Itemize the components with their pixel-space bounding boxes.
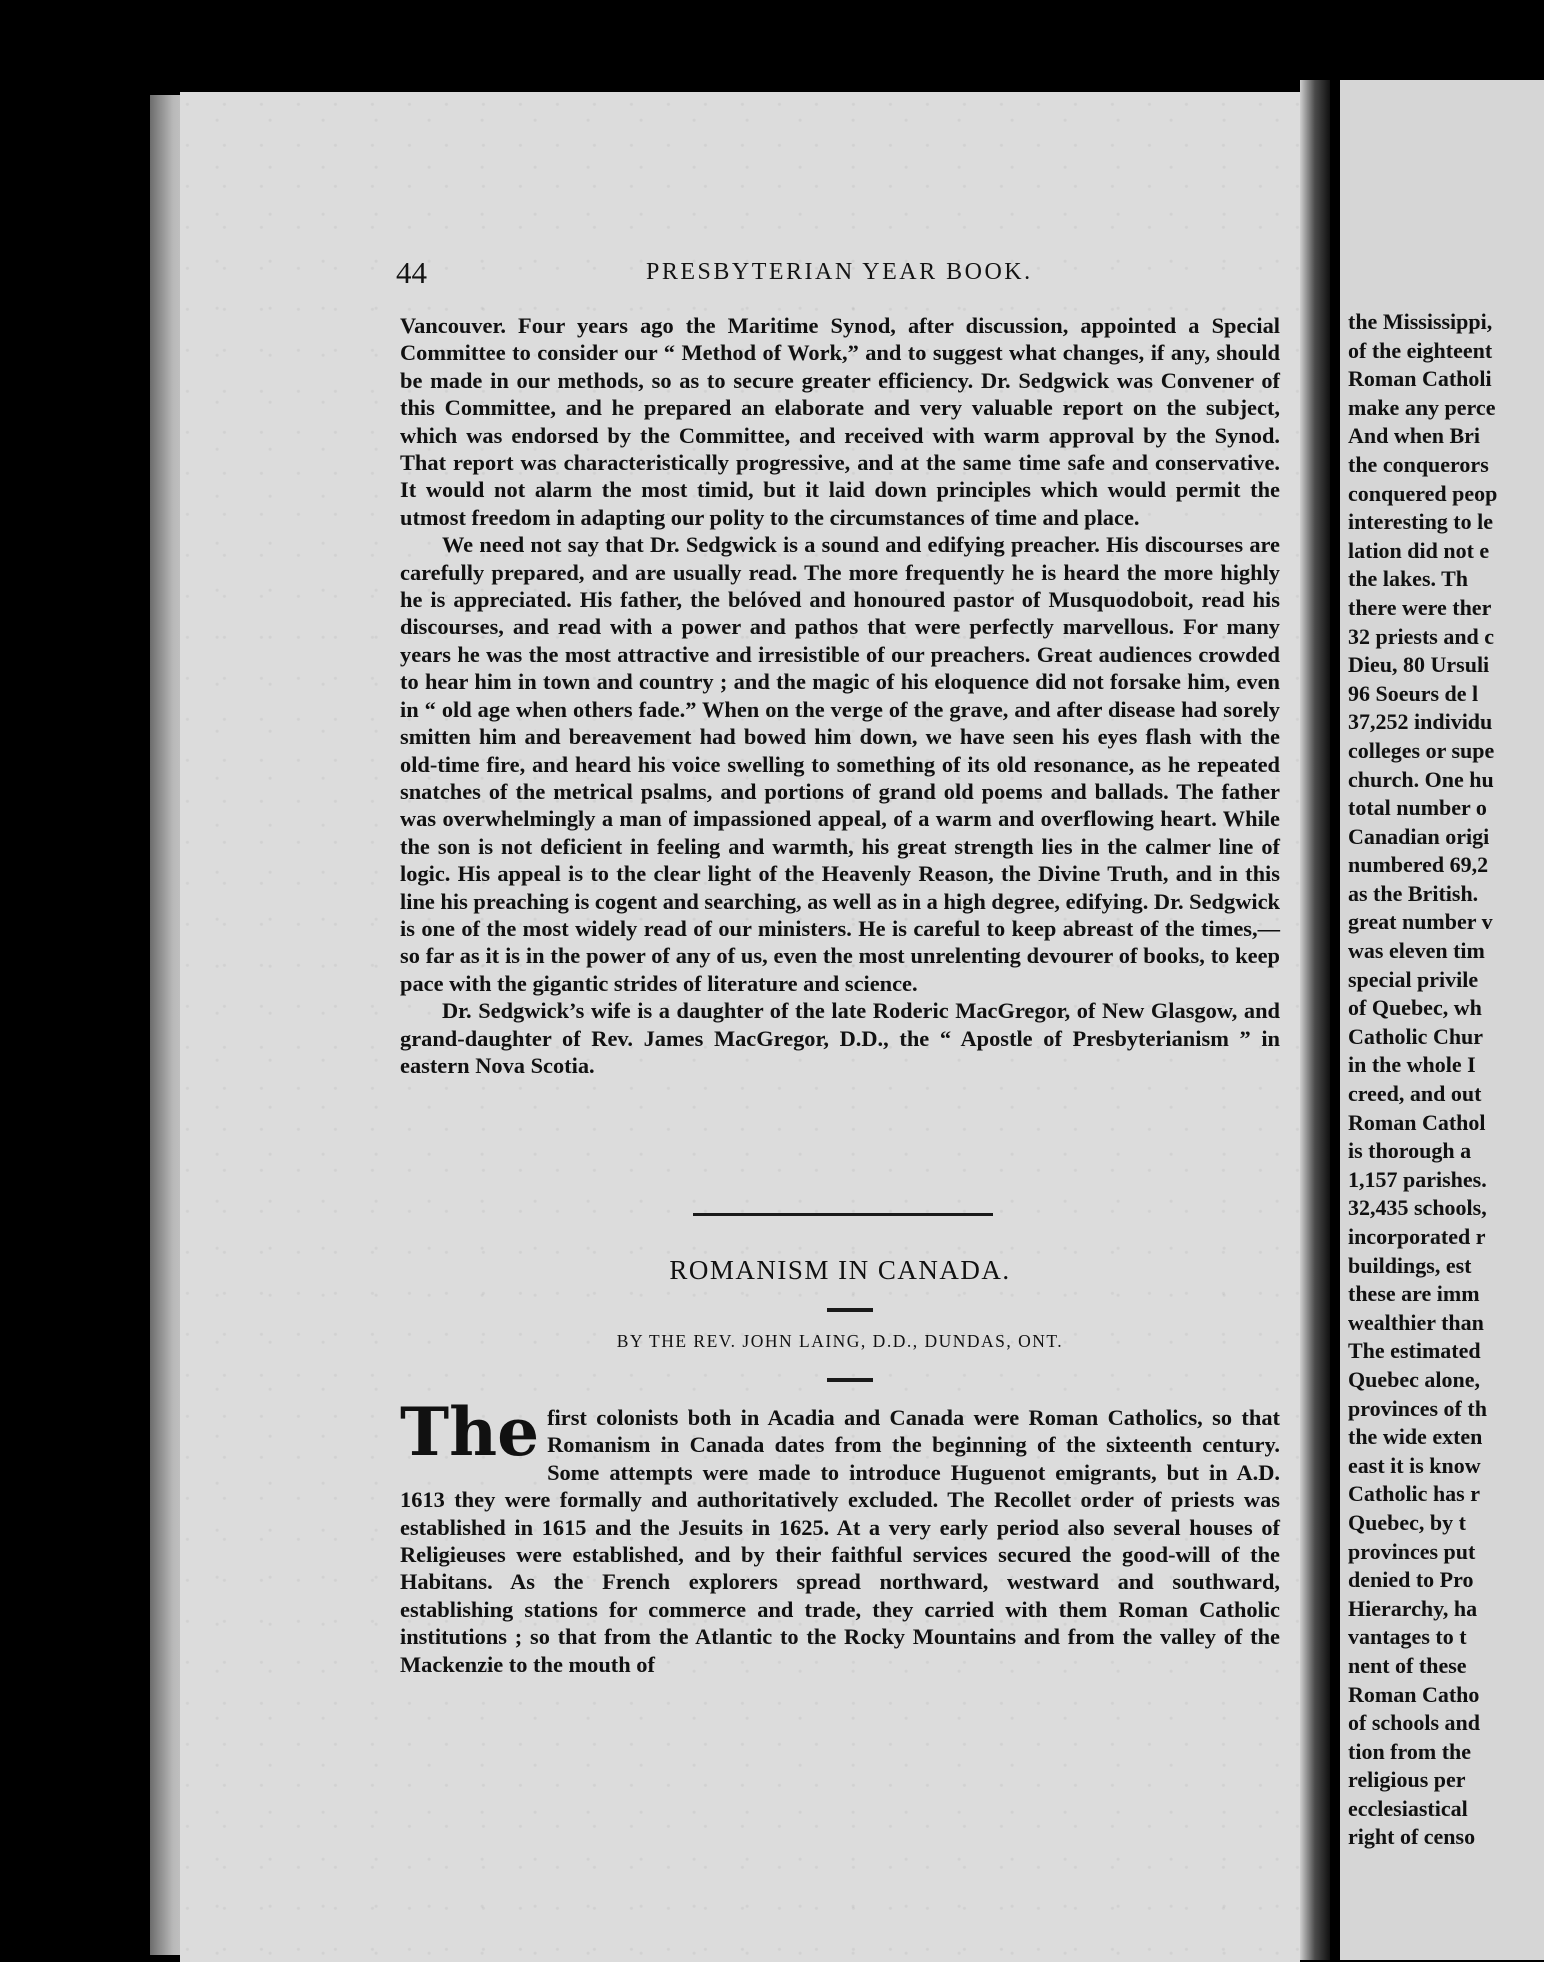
- paragraph: Vancouver. Four years ago the Maritime Synod, after discussion, appointed a Special Committee to consider our “ Method of Work,” and to suggest what changes, if any, should be made in our methods, so as to secure greater efficiency. Dr. Sedgwick was Convener of this Committee, and he prepared an elaborate and very valuable report on the subject, which was endorsed by the Committee, and received with warm approval by the Synod. That report was characteristically progressive, and at the same time safe and conservative. It would not alarm the most timid, but it laid down principles which would permit the utmost freedom in adapting our polity to the circumstances of time and place.: [400, 313, 1280, 530]
- right-page-line: the Mississippi,: [1348, 309, 1493, 334]
- right-page-line: in the whole I: [1348, 1052, 1476, 1078]
- right-page-line: Catholic has r: [1348, 1481, 1480, 1507]
- right-page-line: creed, and out: [1348, 1081, 1482, 1107]
- page-number: 44: [396, 255, 427, 290]
- right-page-line: provinces of th: [1348, 1395, 1487, 1421]
- right-page-line: is thorough a: [1348, 1138, 1472, 1164]
- right-page: [1340, 80, 1544, 1960]
- right-page-line: Roman Cathol: [1348, 1109, 1486, 1135]
- article-text: [400, 1393, 1280, 1678]
- running-head: PRESBYTERIAN YEAR BOOK.: [646, 259, 1033, 285]
- right-page-line: interesting to le: [1348, 509, 1494, 535]
- right-page-line: conquered peop: [1348, 480, 1498, 506]
- right-page-line: buildings, est: [1348, 1252, 1472, 1278]
- title-rule: [827, 1308, 873, 1312]
- page-header: [396, 255, 1256, 295]
- right-page-line: as the British.: [1348, 880, 1479, 906]
- right-page-line: religious per: [1348, 1767, 1466, 1793]
- right-page-line: provinces put: [1348, 1538, 1476, 1564]
- right-page-line: of schools and: [1348, 1710, 1481, 1736]
- right-page-line: Roman Catholi: [1348, 366, 1492, 392]
- right-page-line: tion from the: [1348, 1738, 1472, 1764]
- right-page-line: Catholic Chur: [1348, 1023, 1484, 1049]
- paragraph: first colonists both in Acadia and Canada were Roman Catholics, so that Romanism in Canada dates from the beginning of the sixteenth century. Some attempts were made to introduce Huguenot emigrants, but in A.D. 1613 they were formally and authoritatively excluded. The Recollet order of priests was established in 1615 and the Jesuits in 1625. At a very early period also several houses of Religieuses were established, and by their faithful services secured the good-will of the Habitans. As the French explorers spread northward, westward and southward, establishing stations for commerce and trade, they carried with them Roman Catholic institutions ; so that from the Atlantic to the Rocky Mountains and from the valley of the Mackenzie to the mouth of: [400, 1405, 1280, 1677]
- paragraph: Dr. Sedgwick’s wife is a daughter of the late Roderic MacGregor, of New Glasgow, and grand-daughter of Rev. James MacGregor, D.D., the “ Apostle of Presbyterianism ” in eastern Nova Scotia.: [400, 998, 1280, 1078]
- right-page-line: lation did not e: [1348, 537, 1490, 563]
- right-page-line: vantages to t: [1348, 1624, 1467, 1650]
- right-page-line: make any perce: [1348, 394, 1496, 420]
- paragraph: We need not say that Dr. Sedgwick is a sound and edifying preacher. His discourses are carefully prepared, and are usually read. The more frequently he is heard the more highly he is appreciated. His father, the belóved and honoured pastor of Musquodoboit, read his discourses, and read with a power and pathos that were perfectly marvellous. For many years he was the most attractive and irresistible of our preachers. Great audiences crowded to hear him in town and country ; and the magic of his eloquence did not forsake him, even in “ old age when others fade.” When on the verge of the grave, and after disease had sorely smitten him and bereavement had bowed him down, we have seen his eyes flash with the old-time fire, and heard his voice swelling to something of its old resonance, as he repeated snatches of the metrical psalms, and portions of grand old poems and ballads. The father was overwhelmingly a man of impassioned appeal, of a warm and overflowing heart. While the son is not deficient in feeling and warmth, his great strength lies in the calmer line of logic. His appeal is to the clear light of the Heavenly Reason, the Divine Truth, and in this line his preaching is cogent and searching, as well as in a high degree, edifying. Dr. Sedgwick is one of the most widely read of our ministers. He is careful to keep abreast of the times,—so far as it is in the power of any of us, even the most unrelenting devourer of books, to keep pace with the gigantic strides of literature and science.: [400, 532, 1280, 996]
- right-page-line: Dieu, 80 Ursuli: [1348, 652, 1490, 678]
- section-divider: [693, 1213, 993, 1216]
- section-title: ROMANISM IN CANADA.: [669, 1255, 1011, 1285]
- right-page-line: the lakes. Th: [1348, 566, 1469, 592]
- right-page-line: wealthier than: [1348, 1309, 1484, 1335]
- right-page-line: of the eighteent: [1348, 337, 1493, 363]
- right-page-line: numbered 69,2: [1348, 852, 1489, 878]
- right-page-line: the wide exten: [1348, 1424, 1483, 1450]
- drop-cap: The: [400, 1393, 540, 1471]
- right-page-line: special privile: [1348, 966, 1479, 992]
- right-page-line: was eleven tim: [1348, 938, 1485, 964]
- right-page-line: 32,435 schools,: [1348, 1195, 1487, 1221]
- right-page-line: the conquerors: [1348, 451, 1489, 477]
- right-page-line: And when Bri: [1348, 423, 1481, 449]
- right-page-line: great number v: [1348, 909, 1493, 935]
- right-page-line: Quebec, by t: [1348, 1509, 1466, 1535]
- right-page-line: 32 priests and c: [1348, 623, 1495, 649]
- right-page-line: 37,252 individu: [1348, 709, 1493, 735]
- right-page-line: The estimated: [1348, 1338, 1481, 1364]
- right-page-line: Canadian origi: [1348, 823, 1490, 849]
- right-page-line: east it is know: [1348, 1452, 1481, 1478]
- right-page-line: denied to Pro: [1348, 1567, 1474, 1593]
- right-page-line: right of censo: [1348, 1824, 1476, 1850]
- book-gutter: [1300, 80, 1330, 1960]
- right-page-line: church. One hu: [1348, 766, 1494, 792]
- right-page-text: [1348, 308, 1544, 1852]
- byline: BY THE REV. JOHN LAING, D.D., DUNDAS, ONT.: [616, 1331, 1064, 1351]
- byline-rule: [827, 1378, 873, 1382]
- right-page-line: there were ther: [1348, 594, 1492, 620]
- right-page-line: incorporated r: [1348, 1224, 1486, 1249]
- right-page-line: these are imm: [1348, 1281, 1480, 1307]
- right-page-line: ecclesiastical: [1348, 1795, 1468, 1821]
- right-page-line: 96 Soeurs de l: [1348, 680, 1479, 706]
- right-page-line: Roman Catho: [1348, 1681, 1480, 1707]
- right-page-line: nent of these: [1348, 1652, 1467, 1678]
- right-page-line: Quebec alone,: [1348, 1366, 1480, 1392]
- right-page-line: of Quebec, wh: [1348, 995, 1482, 1021]
- right-page-line: total number o: [1348, 795, 1487, 821]
- biography-text: [400, 312, 1280, 1079]
- right-page-line: 1,157 parishes.: [1348, 1166, 1487, 1192]
- right-page-line: Hierarchy, ha: [1348, 1595, 1478, 1621]
- right-page-line: colleges or supe: [1348, 737, 1495, 763]
